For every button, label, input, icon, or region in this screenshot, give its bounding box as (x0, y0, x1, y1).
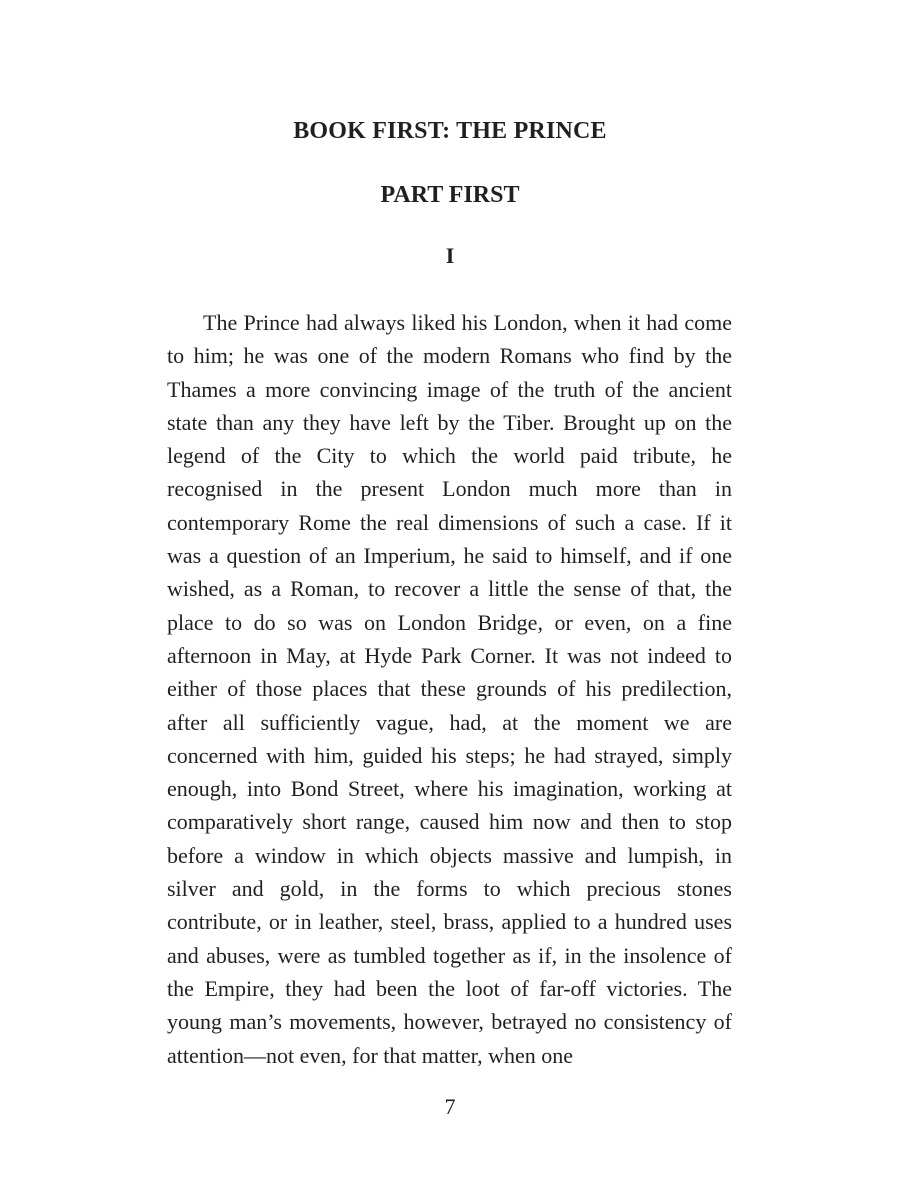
part-heading: PART FIRST (380, 182, 520, 208)
chapter-number: I (445, 243, 455, 268)
page-number: 7 (444, 1094, 456, 1119)
book-heading: BOOK FIRST: THE PRINCE (293, 118, 607, 144)
body-paragraph: The Prince had always liked his London, when it had come to him; he was one of the modern Romans who find by the Thames a more convincing image of the truth of the ancient state than any they have left by the Tiber. Brought up on the legend of the City to which the world paid tribute, he recognised in the present London much more than in contemporary Rome the real dimensions of such a case. If it was a question of an Imperium, he said to himself, and if one wished, as a Roman, to recover a little the sense of that, the place to do so was on London Bridge, or even, on a fine afternoon in May, at Hyde Park Corner. It was not indeed to either of those places that these grounds of his predilection, after all sufficiently vague, had, at the moment we are concerned with him, guided his steps; he had strayed, simply enough, into Bond Street, where his imagination, working at comparatively short range, caused him now and then to stop before a window in which objects massive and lumpish, in silver and gold, in the forms to which precious stones contribute, or in leather, steel, brass, applied to a hundred uses and abuses, were as tumbled together as if, in the insolence of the Empire, they had been the loot of far-off victories. The young man’s movements, however, betrayed no consistency of attention—not even, for that matter, when one (167, 310, 732, 1068)
